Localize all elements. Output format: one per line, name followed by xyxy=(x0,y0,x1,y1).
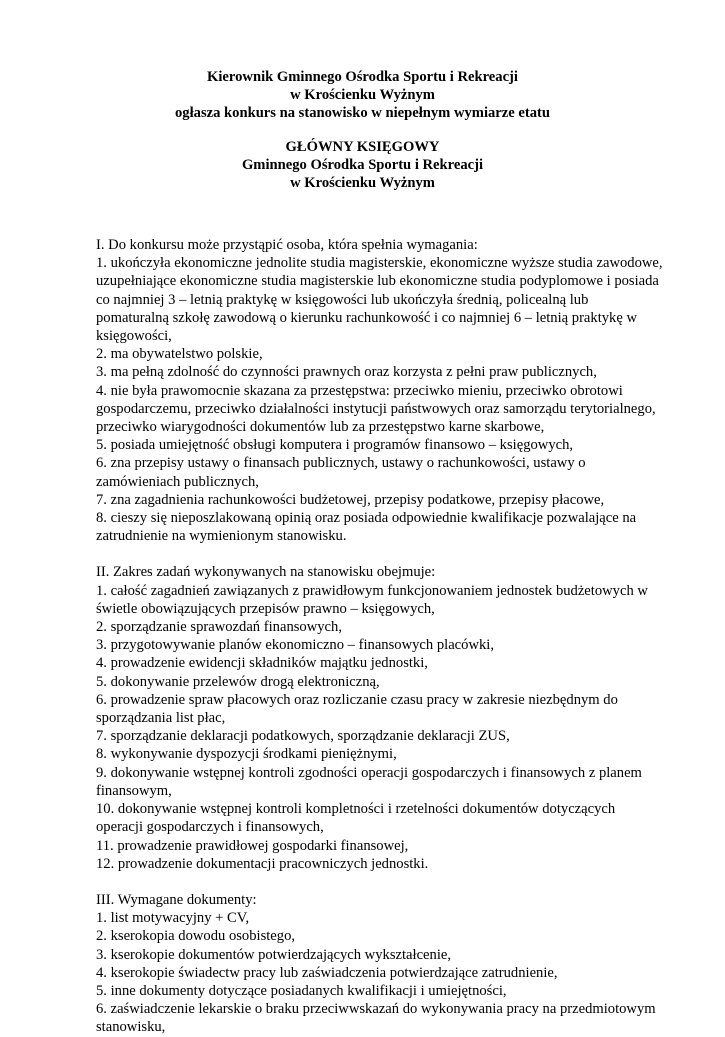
position-title xyxy=(0,138,725,193)
list-item: 7. zna zagadnienia rachunkowości budżetowej, przepisy podatkowe, przepisy płacowe, xyxy=(96,491,605,508)
section-heading: II. Zakres zadań wykonywanych na stanowisku obejmuje: xyxy=(96,564,436,581)
documents-section xyxy=(96,891,664,1037)
list-item: 4. nie była prawomocnie skazana za przestępstwa: przeciwko mieniu, przeciwko obrotowi gospodarczemu, przeciwko działalności instytucji państwowych oraz samorządu terytorialnego, przeciwko wiarygodności dokumentów lub za przestępstwo karne skarbowe, xyxy=(96,382,656,436)
list-item: 8. wykonywanie dyspozycji środkami pieniężnymi, xyxy=(96,746,397,763)
duties-section xyxy=(96,563,664,872)
list-item: 1. całość zagadnień zawiązanych z prawidłowym funkcjonowaniem jednostek budżetowych w świetle obowiązujących przepisów prawno – księgowych, xyxy=(96,582,648,617)
list-item: 1. ukończyła ekonomiczne jednolite studia magisterskie, ekonomiczne wyższe studia zawodowe, uzupełniające ekonomiczne studia magisterskie lub ekonomiczne studia podyplomowe i posiada co najmniej 3 – letnią praktykę w księgowości lub ukończyła średnią, policealną lub pomaturalną szkołę zawodową o kierunku rachunkowość i co najmniej 6 – letnią praktykę w księgowości, xyxy=(96,255,663,345)
list-item: 3. kserokopie dokumentów potwierdzających wykształcenie, xyxy=(96,946,451,963)
list-item: 2. kserokopia dowodu osobistego, xyxy=(96,928,296,945)
list-item: 7. sporządzanie deklaracji podatkowych, sporządzanie deklaracji ZUS, xyxy=(96,728,510,745)
list-item: 2. ma obywatelstwo polskie, xyxy=(96,346,263,363)
title-line-3: w Krościenku Wyżnym xyxy=(290,175,435,192)
list-item: 3. przygotowywanie planów ekonomiczno – finansowych placówki, xyxy=(96,637,494,654)
list-item: 6. prowadzenie spraw płacowych oraz rozliczanie czasu pracy w zakresie niezbędnym do sporządzania list płac, xyxy=(96,691,618,727)
list-item: 6. zna przepisy ustawy o finansach publicznych, ustawy o rachunkowości, ustawy o zamówieniach publicznych, xyxy=(96,455,586,490)
list-item: 1. list motywacyjny + CV, xyxy=(96,910,250,927)
title-line-1: GŁÓWNY KSIĘGOWY xyxy=(285,139,440,155)
list-item: 5. dokonywanie przelewów drogą elektroniczną, xyxy=(96,673,380,690)
list-item: 6. zaświadczenie lekarskie o braku przeciwwskazań do wykonywania pracy na przedmiotowym stanowisku, xyxy=(96,1001,656,1036)
list-item: 9. dokonywanie wstępnej kontroli zgodności operacji gospodarczych i finansowych z planem finansowym, xyxy=(96,764,642,799)
title-line-2: Gminnego Ośrodka Sportu i Rekreacji xyxy=(241,157,484,174)
list-item: 8. cieszy się nieposzlakowaną opinią oraz posiada odpowiednie kwalifikacje pozwalające na zatrudnienie na wymienionym stanowisku. xyxy=(96,510,637,545)
header-line-2: w Krościenku Wyżnym xyxy=(290,87,435,104)
list-item: 4. prowadzenie ewidencji składników majątku jednostki, xyxy=(96,655,428,672)
section-heading: I. Do konkursu może przystąpić osoba, która spełnia wymagania: xyxy=(96,237,478,253)
header-line-3: ogłasza konkurs na stanowisko w niepełnym wymiarze etatu xyxy=(175,105,550,122)
list-item: 5. inne dokumenty dotyczące posiadanych kwalifikacji i umiejętności, xyxy=(96,982,507,999)
header-line-1: Kierownik Gminnego Ośrodka Sportu i Rekreacji xyxy=(207,69,518,85)
list-item: 3. ma pełną zdolność do czynności prawnych oraz korzysta z pełni praw publicznych, xyxy=(96,364,597,381)
list-item: 12. prowadzenie dokumentacji pracowniczych jednostki. xyxy=(96,855,429,872)
list-item: 5. posiada umiejętność obsługi komputera i programów finansowo – księgowych, xyxy=(96,437,574,454)
requirements-section xyxy=(96,236,664,545)
list-item: 4. kserokopie świadectw pracy lub zaświadczenia potwierdzające zatrudnienie, xyxy=(96,964,558,981)
list-item: 11. prowadzenie prawidłowej gospodarki finansowej, xyxy=(96,837,409,854)
document-body xyxy=(96,236,664,1037)
announcement-header xyxy=(0,68,725,123)
list-item: 2. sporządzanie sprawozdań finansowych, xyxy=(96,619,342,636)
section-heading: III. Wymagane dokumenty: xyxy=(96,891,257,908)
list-item: 10. dokonywanie wstępnej kontroli kompletności i rzetelności dokumentów dotyczących operacji gospodarczych i finansowych, xyxy=(96,801,616,836)
